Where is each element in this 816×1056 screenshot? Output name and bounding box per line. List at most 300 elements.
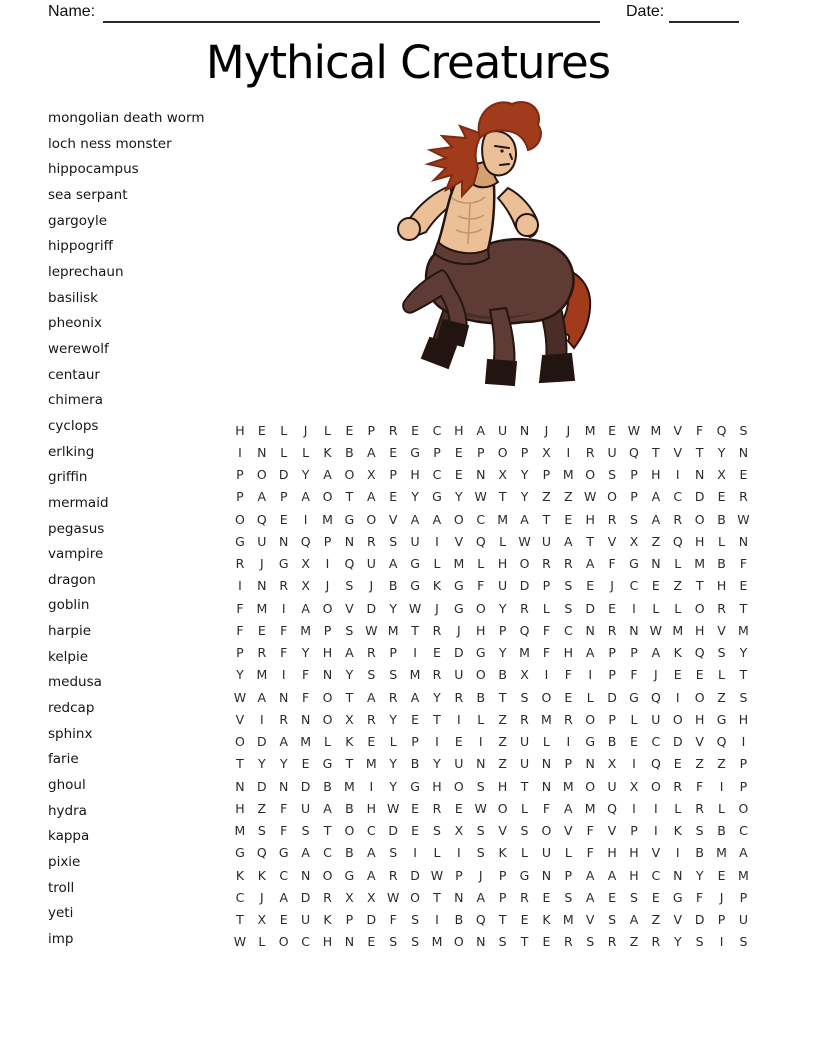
grid-letter: L	[302, 444, 310, 460]
grid-letter: E	[411, 800, 420, 816]
grid-letter: A	[367, 845, 376, 861]
grid-letter: Z	[651, 912, 661, 928]
grid-letter: S	[520, 823, 529, 839]
grid-letter: Q	[716, 422, 727, 438]
grid-letter: I	[632, 600, 636, 616]
grid-letter: Z	[717, 689, 726, 705]
grid-letter: S	[630, 889, 638, 905]
grid-letter: Q	[650, 689, 661, 705]
grid-letter: B	[410, 756, 420, 772]
word-list-item: troll	[48, 879, 75, 896]
grid-letter: A	[432, 511, 442, 527]
word-list-item: werewolf	[48, 340, 109, 357]
grid-letter: C	[476, 511, 486, 527]
grid-letter: S	[389, 667, 398, 683]
grid-letter: U	[498, 422, 508, 438]
grid-letter: P	[433, 444, 441, 460]
grid-letter: M	[562, 467, 574, 483]
grid-letter: I	[632, 800, 636, 816]
grid-letter: E	[651, 889, 660, 905]
grid-letter: A	[367, 444, 376, 460]
grid-letter: O	[497, 444, 508, 460]
grid-letter: U	[651, 711, 661, 727]
grid-letter: T	[411, 622, 419, 638]
grid-letter: O	[650, 778, 661, 794]
grid-letter: H	[322, 934, 333, 950]
grid-letter: X	[257, 912, 267, 928]
grid-letter: V	[454, 533, 464, 549]
grid-letter: H	[629, 867, 639, 883]
grid-letter: P	[630, 645, 638, 661]
grid-letter: H	[651, 467, 661, 483]
grid-letter: G	[410, 556, 420, 572]
grid-letter: T	[652, 444, 660, 460]
grid-letter: D	[366, 600, 377, 616]
grid-letter: Z	[717, 756, 726, 772]
grid-letter: F	[696, 889, 704, 905]
grid-letter: S	[564, 600, 573, 616]
grid-letter: M	[256, 667, 268, 683]
grid-letter: Y	[389, 756, 397, 772]
grid-letter: U	[454, 756, 464, 772]
grid-letter: M	[672, 622, 684, 638]
grid-letter: P	[630, 489, 638, 505]
word-list-item: erlking	[48, 443, 95, 460]
grid-letter: L	[258, 934, 266, 950]
grid-letter: W	[737, 511, 750, 527]
grid-letter: L	[280, 422, 288, 438]
grid-letter: O	[738, 800, 749, 816]
word-list-item: hippocampus	[48, 161, 139, 178]
grid-letter: K	[542, 912, 551, 928]
grid-letter: A	[739, 845, 748, 861]
grid-letter: H	[694, 533, 705, 549]
grid-letter: P	[739, 756, 748, 772]
grid-letter: A	[410, 689, 420, 705]
word-list-item: vampire	[48, 546, 104, 563]
grid-letter: R	[366, 533, 376, 549]
grid-letter: O	[453, 511, 464, 527]
grid-letter: R	[607, 622, 617, 638]
grid-letter: R	[323, 889, 332, 905]
grid-letter: T	[695, 578, 704, 594]
grid-letter: R	[257, 645, 267, 661]
grid-letter: L	[718, 800, 726, 816]
grid-letter: M	[497, 511, 509, 527]
grid-letter: A	[367, 489, 376, 505]
grid-letter: V	[607, 823, 617, 839]
grid-letter: R	[520, 711, 529, 727]
grid-letter: W	[474, 800, 487, 816]
grid-letter: W	[518, 533, 531, 549]
grid-letter: Z	[498, 734, 507, 750]
grid-letter: E	[411, 422, 420, 438]
grid-letter: T	[520, 778, 529, 794]
word-list-item: pixie	[48, 854, 81, 871]
grid-letter: I	[478, 734, 483, 750]
word-list-item: gargoyle	[48, 212, 108, 229]
grid-letter: D	[300, 778, 311, 794]
grid-letter: E	[630, 734, 638, 750]
grid-letter: O	[475, 600, 486, 616]
grid-letter: H	[585, 511, 595, 527]
grid-letter: J	[303, 422, 308, 438]
grid-letter: R	[717, 600, 726, 616]
grid-letter: L	[280, 444, 288, 460]
grid-letter: I	[369, 778, 374, 794]
grid-letter: D	[607, 689, 617, 705]
grid-letter: T	[345, 489, 354, 505]
grid-letter: F	[696, 778, 704, 794]
grid-letter: L	[324, 422, 331, 438]
grid-letter: B	[454, 912, 464, 928]
grid-letter: E	[608, 600, 617, 616]
grid-letter: O	[366, 511, 377, 527]
grid-letter: T	[345, 689, 354, 705]
grid-letter: W	[430, 867, 444, 883]
grid-row	[229, 575, 754, 597]
grid-letter: I	[435, 912, 439, 928]
grid-letter: V	[717, 622, 726, 638]
grid-letter: P	[345, 912, 354, 928]
grid-letter: R	[454, 689, 464, 705]
grid-letter: S	[476, 823, 485, 839]
grid-letter: P	[608, 645, 616, 661]
grid-letter: R	[279, 711, 289, 727]
word-list	[48, 106, 204, 953]
grid-letter: O	[322, 867, 333, 883]
grid-letter: E	[717, 867, 726, 883]
grid-letter: F	[586, 845, 594, 861]
grid-row	[229, 775, 754, 797]
grid-letter: D	[519, 578, 530, 594]
grid-letter: O	[672, 711, 683, 727]
grid-letter: P	[367, 422, 376, 438]
grid-letter: R	[739, 489, 748, 505]
word-list-item: imp	[48, 931, 74, 947]
grid-letter: A	[367, 867, 376, 883]
grid-letter: E	[739, 467, 748, 483]
grid-letter: V	[673, 444, 683, 460]
grid-letter: H	[738, 711, 749, 727]
grid-letter: X	[542, 444, 551, 460]
grid-letter: F	[236, 600, 244, 616]
grid-letter: L	[477, 711, 485, 727]
grid-letter: C	[279, 867, 289, 883]
word-list-item: hippogriff	[48, 238, 113, 255]
grid-letter: E	[257, 622, 266, 638]
grid-letter: N	[629, 622, 639, 638]
grid-letter: M	[409, 667, 421, 683]
grid-letter: M	[650, 422, 662, 438]
grid-letter: D	[410, 867, 420, 883]
grid-letter: H	[476, 622, 486, 638]
grid-letter: O	[585, 711, 596, 727]
grid-letter: X	[345, 711, 354, 727]
grid-letter: Y	[455, 489, 463, 505]
grid-letter: G	[432, 489, 442, 505]
grid-letter: J	[369, 578, 374, 594]
grid-letter: N	[541, 778, 552, 794]
grid-letter: P	[389, 645, 397, 661]
grid-letter: A	[585, 556, 595, 572]
grid-letter: R	[388, 867, 398, 883]
grid-letter: R	[563, 934, 573, 950]
grid-letter: Q	[694, 645, 705, 661]
grid-letter: S	[520, 689, 529, 705]
grid-letter: A	[367, 689, 376, 705]
grid-letter: O	[453, 934, 464, 950]
grid-letter: S	[301, 823, 310, 839]
grid-letter: I	[719, 934, 724, 950]
grid-letter: U	[301, 800, 311, 816]
grid-letter: E	[564, 511, 573, 527]
grid-letter: A	[301, 489, 310, 505]
grid-letter: T	[498, 489, 507, 505]
grid-letter: J	[654, 667, 658, 683]
grid-letter: Z	[498, 711, 507, 727]
grid-letter: O	[322, 600, 333, 616]
grid-letter: P	[323, 622, 332, 638]
grid-letter: Y	[520, 489, 529, 505]
grid-letter: O	[694, 511, 705, 527]
grid-letter: I	[303, 511, 308, 527]
grid-letter: Z	[542, 489, 551, 505]
grid-letter: E	[739, 578, 748, 594]
grid-letter: D	[257, 778, 267, 794]
page-title: Mythical Creatures	[205, 36, 611, 89]
grid-letter: T	[498, 912, 507, 928]
grid-letter: J	[325, 578, 330, 594]
grid-letter: W	[233, 934, 247, 950]
grid-letter: Q	[519, 622, 530, 638]
grid-row	[229, 508, 754, 530]
word-list-item: yeti	[48, 905, 74, 922]
grid-row	[229, 441, 754, 463]
grid-row	[229, 864, 754, 886]
grid-letter: Z	[498, 756, 507, 772]
grid-letter: X	[367, 467, 376, 483]
grid-letter: U	[519, 756, 530, 772]
name-blank-line	[103, 1, 600, 23]
grid-letter: L	[433, 845, 441, 861]
grid-letter: M	[365, 756, 377, 772]
grid-letter: B	[717, 511, 726, 527]
grid-letter: P	[608, 667, 616, 683]
grid-letter: H	[366, 800, 376, 816]
word-list-item: griffin	[48, 469, 88, 486]
grid-letter: E	[454, 734, 463, 750]
grid-letter: J	[478, 867, 483, 883]
grid-letter: O	[497, 800, 508, 816]
grid-letter: X	[367, 889, 376, 905]
grid-letter: R	[520, 889, 529, 905]
grid-letter: X	[345, 889, 354, 905]
grid-letter: I	[544, 667, 549, 683]
grid-letter: N	[694, 467, 705, 483]
word-list-item: mongolian death worm	[48, 110, 205, 126]
grid-letter: J	[544, 422, 549, 438]
grid-letter: I	[259, 711, 264, 727]
grid-letter: R	[651, 934, 661, 950]
grid-letter: Y	[498, 600, 507, 616]
grid-letter: I	[413, 645, 417, 661]
grid-letter: L	[521, 800, 528, 816]
grid-letter: U	[607, 444, 617, 460]
grid-letter: G	[519, 867, 530, 883]
grid-letter: D	[694, 489, 705, 505]
grid-letter: B	[717, 556, 726, 572]
grid-letter: B	[498, 667, 507, 683]
grid-letter: Q	[300, 533, 311, 549]
grid-letter: P	[476, 444, 485, 460]
grid-letter: O	[410, 889, 420, 905]
grid-letter: Z	[257, 800, 267, 816]
grid-letter: N	[738, 444, 749, 460]
grid-letter: H	[497, 556, 508, 572]
grid-letter: P	[498, 622, 507, 638]
grid-letter: L	[564, 845, 572, 861]
grid-letter: C	[563, 622, 573, 638]
grid-letter: N	[279, 778, 289, 794]
grid-letter: M	[453, 556, 465, 572]
grid-letter: Z	[695, 756, 704, 772]
grid-letter: B	[345, 845, 354, 861]
grid-letter: P	[498, 867, 507, 883]
grid-letter: B	[695, 845, 704, 861]
grid-letter: Z	[651, 533, 661, 549]
grid-letter: V	[673, 912, 683, 928]
grid-letter: I	[588, 667, 593, 683]
grid-letter: E	[345, 422, 354, 438]
grid-letter: E	[279, 912, 288, 928]
grid-row	[229, 909, 754, 931]
grid-letter: L	[586, 689, 594, 705]
grid-letter: Q	[650, 756, 661, 772]
grid-letter: X	[301, 578, 310, 594]
grid-letter: I	[457, 845, 461, 861]
grid-letter: A	[388, 556, 398, 572]
grid-letter: M	[562, 912, 574, 928]
grid-letter: F	[542, 622, 551, 638]
grid-row	[229, 597, 754, 619]
grid-letter: S	[476, 778, 485, 794]
grid-letter: W	[233, 689, 247, 705]
grid-letter: A	[651, 511, 661, 527]
letter-grid	[229, 419, 754, 953]
grid-letter: G	[344, 511, 355, 527]
grid-letter: Y	[520, 467, 529, 483]
grid-letter: E	[301, 756, 310, 772]
grid-letter: S	[608, 912, 617, 928]
grid-letter: O	[235, 511, 245, 527]
grid-letter: D	[300, 889, 311, 905]
grid-letter: N	[454, 889, 464, 905]
grid-letter: A	[410, 511, 420, 527]
grid-row	[229, 486, 754, 508]
grid-letter: G	[454, 578, 464, 594]
grid-letter: B	[476, 689, 486, 705]
grid-row	[229, 619, 754, 641]
grid-letter: A	[323, 800, 332, 816]
grid-letter: H	[432, 778, 442, 794]
grid-letter: Z	[629, 934, 639, 950]
grid-letter: S	[586, 934, 595, 950]
grid-letter: C	[673, 489, 683, 505]
grid-letter: E	[717, 489, 726, 505]
grid-letter: L	[542, 600, 550, 616]
grid-letter: S	[564, 578, 573, 594]
word-list-item: kelpie	[48, 648, 89, 665]
grid-letter: F	[564, 667, 572, 683]
grid-letter: E	[542, 889, 551, 905]
grid-letter: H	[694, 711, 705, 727]
grid-letter: R	[388, 689, 398, 705]
grid-letter: S	[739, 689, 748, 705]
grid-letter: M	[541, 711, 552, 727]
grid-letter: X	[629, 533, 639, 549]
grid-letter: D	[694, 912, 705, 928]
grid-letter: F	[280, 645, 288, 661]
grid-letter: Y	[389, 778, 397, 794]
grid-letter: A	[279, 889, 288, 905]
grid-letter: O	[453, 778, 464, 794]
grid-letter: A	[345, 645, 354, 661]
grid-letter: X	[520, 667, 529, 683]
word-list-item: farie	[48, 751, 79, 768]
grid-letter: S	[739, 934, 748, 950]
grid-letter: N	[738, 533, 749, 549]
grid-letter: Y	[433, 756, 441, 772]
grid-letter: A	[585, 867, 595, 883]
grid-letter: O	[475, 667, 486, 683]
grid-letter: O	[344, 823, 355, 839]
grid-letter: M	[256, 600, 268, 616]
grid-letter: L	[652, 600, 660, 616]
grid-letter: U	[541, 845, 551, 861]
grid-letter: H	[716, 578, 727, 594]
grid-letter: C	[301, 934, 310, 950]
grid-letter: F	[630, 667, 638, 683]
grid-letter: N	[541, 867, 552, 883]
grid-letter: C	[651, 734, 661, 750]
grid-letter: F	[389, 912, 397, 928]
grid-letter: J	[457, 622, 461, 638]
centaur-icon	[388, 92, 606, 406]
grid-letter: E	[586, 578, 595, 594]
grid-letter: W	[584, 489, 597, 505]
date-blank-line	[669, 1, 739, 23]
grid-letter: P	[236, 489, 244, 505]
grid-letter: P	[236, 645, 244, 661]
grid-letter: B	[717, 823, 726, 839]
grid-letter: C	[323, 845, 332, 861]
grid-letter: J	[610, 578, 614, 594]
grid-letter: S	[476, 845, 485, 861]
word-list-item: cyclops	[48, 417, 99, 434]
grid-letter: G	[454, 600, 464, 616]
word-list-item: sea serpant	[48, 186, 128, 203]
grid-letter: G	[278, 845, 289, 861]
grid-letter: G	[410, 444, 420, 460]
grid-letter: V	[695, 734, 704, 750]
grid-letter: S	[739, 422, 748, 438]
grid-letter: M	[344, 778, 355, 794]
grid-letter: V	[498, 823, 507, 839]
grid-letter: E	[454, 800, 463, 816]
grid-letter: D	[257, 734, 267, 750]
grid-letter: W	[386, 889, 400, 905]
